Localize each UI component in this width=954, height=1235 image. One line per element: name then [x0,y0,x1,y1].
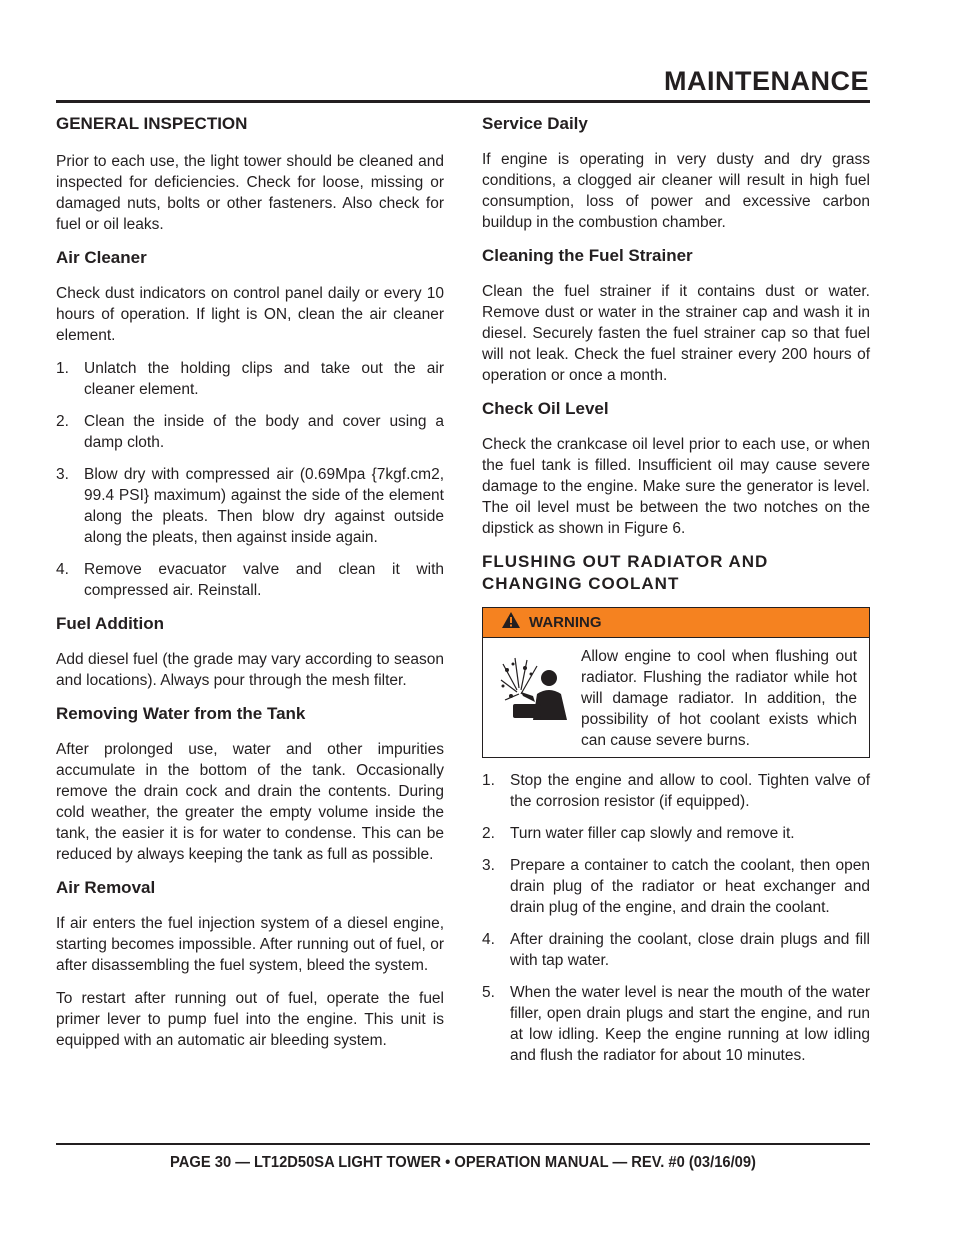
paragraph: After prolonged use, water and other impurities accumulate in the bottom of the tank. Occasionally remove the drain cock and drain the contents. During cold weather, the greater the empty volume inside the tank, the easier it is for water to condense. This can be reduced by always keeping the tank as full as possible. [56,741,444,863]
step-text: Clean the inside of the body and cover using a damp cloth. [84,413,444,451]
step-text: Turn water filler cap slowly and remove it. [510,825,795,842]
step-number: 5. [482,984,495,1001]
general-inspection-section [56,113,444,235]
list-item [56,411,444,453]
warning-body [483,638,869,757]
list-item [56,358,444,400]
warning-box [482,607,870,758]
section-heading: FLUSHING OUT RADIATOR AND CHANGING COOLANT [482,552,769,593]
service-daily-section [482,113,870,233]
paragraph: Check dust indicators on control panel daily or every 10 hours of operation. If light is ON, clean the air cleaner element. [56,285,444,344]
step-text: Blow dry with compressed air (0.69Mpa {7kgf.cm2, 99.4 PSI} maximum) against the side of the element along the pleats. Then blow dry against outside along the pleats, then against inside again. [84,466,444,546]
step-number: 1. [56,360,69,377]
left-column [56,113,444,1063]
subsection-heading: Fuel Addition [56,614,164,633]
list-item [482,823,870,844]
flushing-section [482,551,870,1066]
paragraph: Check the crankcase oil level prior to each use, or when the fuel tank is filled. Insufficient oil may cause severe damage to the engine. Make sure the generator is level. The oil level must be between the two notches on the dipstick as shown in Figure 6. [482,436,870,537]
list-item [482,770,870,812]
fuel-addition-section [56,613,444,691]
step-number: 4. [56,561,69,578]
step-text: After draining the coolant, close drain plugs and fill with tap water. [510,931,870,969]
paragraph: Add diesel fuel (the grade may vary according to season and locations). Always pour through the mesh filter. [56,651,444,689]
subsection-heading: Service Daily [482,114,588,133]
section-heading: GENERAL INSPECTION [56,114,248,133]
subsection-heading: Air Removal [56,878,156,897]
steps-list [482,770,870,1066]
fuel-strainer-section [482,245,870,386]
step-number: 1. [482,772,495,789]
step-number: 2. [482,825,495,842]
burn-hazard-icon [497,650,577,730]
air-removal-section [56,877,444,1051]
subsection-heading: Check Oil Level [482,399,609,418]
paragraph: Clean the fuel strainer if it contains dust or water. Remove dust or water in the strainer cap and wash it in diesel. Securely fasten the fuel strainer cap so that fuel will not leak. Check the fuel strainer every 200 hours of operation or once a month. [482,283,870,384]
warning-triangle-icon [501,611,521,634]
list-item [56,464,444,548]
right-column [482,113,870,1078]
oil-level-section [482,398,870,539]
header-rule [56,100,870,103]
step-text: Prepare a container to catch the coolant, then open drain plug of the radiator or heat exchanger and drain plug of the engine, and drain the coolant. [510,857,870,916]
list-item [482,855,870,918]
warning-text: Allow engine to cool when flushing out radiator. Flushing the radiator while hot will damage radiator. In addition, the possibility of hot coolant exists which can cause severe burns. [581,648,857,749]
step-number: 3. [482,857,495,874]
subsection-heading: Removing Water from the Tank [56,704,306,723]
list-item [482,929,870,971]
step-number: 3. [56,466,69,483]
page-footer: PAGE 30 — LT12D50SA LIGHT TOWER • OPERATION MANUAL — REV. #0 (03/16/09) [170,1154,756,1171]
step-text: Unlatch the holding clips and take out the air cleaner element. [84,360,444,398]
list-item [56,559,444,601]
paragraph: If engine is operating in very dusty and dry grass conditions, a clogged air cleaner will result in high fuel consumption, loss of power and excessive carbon buildup in the combustion chamber. [482,151,870,231]
step-text: Remove evacuator valve and clean it with compressed air. Reinstall. [84,561,444,599]
steps-list [56,358,444,601]
paragraph: To restart after running out of fuel, operate the fuel primer lever to pump fuel into the engine. This unit is equipped with an automatic air bleeding system. [56,990,444,1049]
subsection-heading: Air Cleaner [56,248,147,267]
step-number: 2. [56,413,69,430]
air-cleaner-section [56,247,444,601]
step-number: 4. [482,931,495,948]
subsection-heading: Cleaning the Fuel Strainer [482,246,693,265]
warning-header [483,608,869,638]
step-text: When the water level is near the mouth of the water filler, open drain plugs and start the engine, and run at low idling. Keep the engine running at low idling and flush the radiator for about 10 minutes. [510,984,870,1064]
list-item [482,982,870,1066]
removing-water-section [56,703,444,865]
footer-rule [56,1143,870,1145]
warning-label: WARNING [529,614,602,631]
page-title: MAINTENANCE [664,66,869,96]
paragraph: If air enters the fuel injection system of a diesel engine, starting becomes impossible. After running out of fuel, or after disassembling the fuel system, bleed the system. [56,915,444,974]
paragraph: Prior to each use, the light tower should be cleaned and inspected for deficiencies. Check for loose, missing or damaged nuts, bolts or other fasteners. Also check for fuel or oil leaks. [56,153,444,233]
step-text: Stop the engine and allow to cool. Tighten valve of the corrosion resistor (if equipped). [510,772,870,810]
